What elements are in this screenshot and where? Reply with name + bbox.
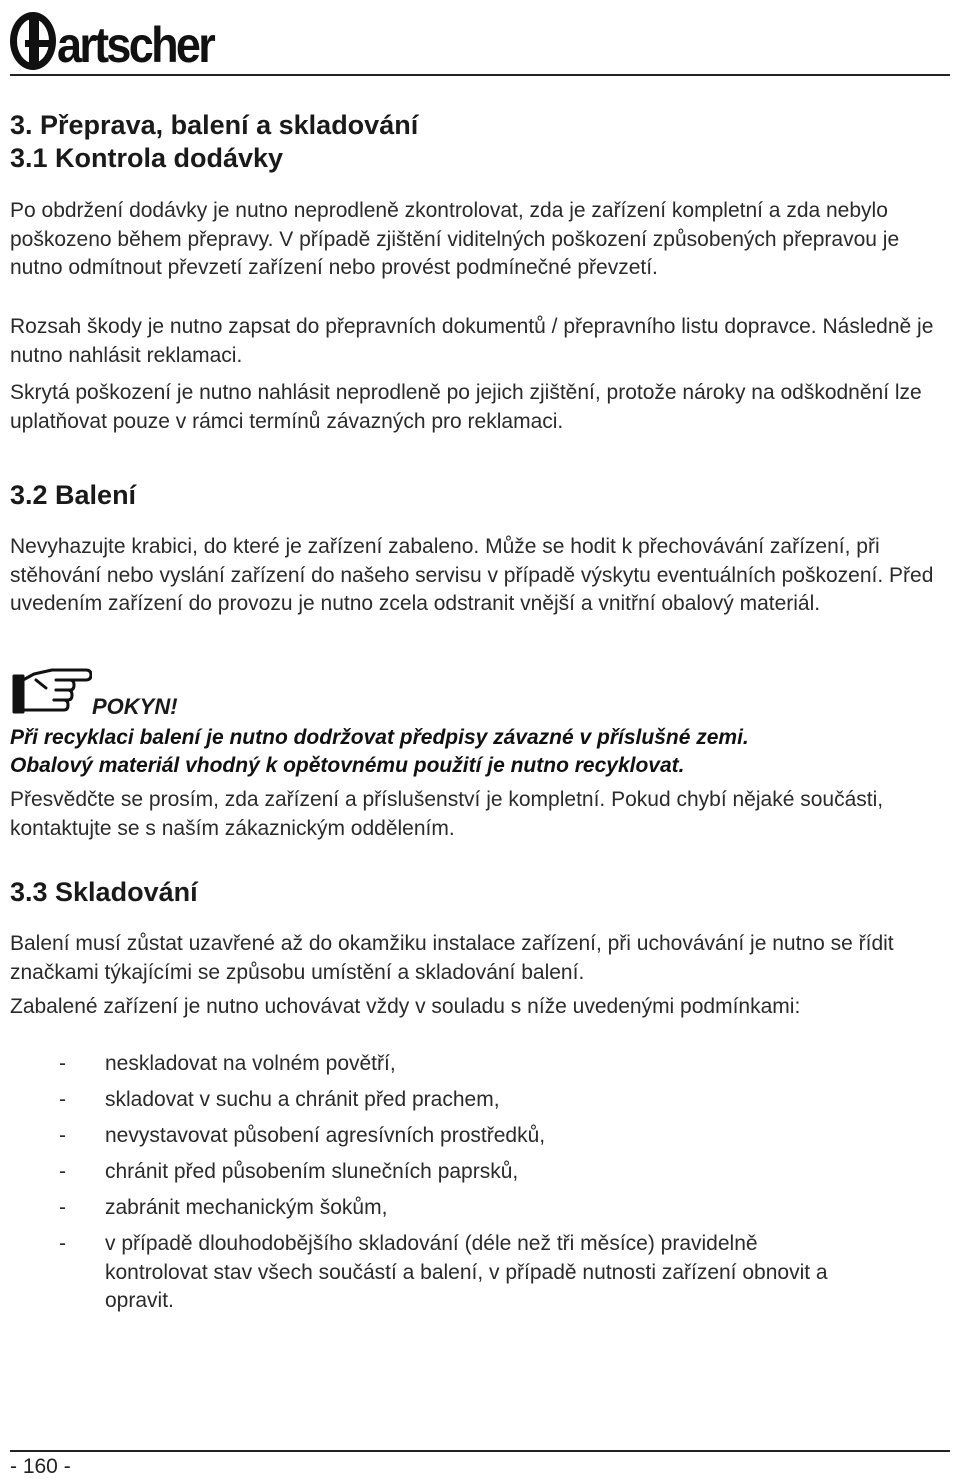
footer-rule: [10, 1450, 950, 1452]
header-rule: [10, 74, 950, 76]
s33-paragraph-1: Balení musí zůstat uzavřené až do okamžiku instalace zařízení, při uchovávání je nutno se řídit značkami týkajícími se způsobu umístění a skladování balení.: [10, 932, 894, 984]
s31-paragraph-3: Skrytá poškození je nutno nahlásit neprodleně po jejich zjištění, protože nároky na odškodnění lze uplatňovat pouze v rámci termínů závazných pro reklamaci.: [10, 381, 922, 433]
pointing-hand-icon: [12, 664, 92, 716]
list-dash: -: [59, 1052, 66, 1075]
list-dash: -: [59, 1088, 66, 1111]
notice-line-2: Obalový materiál vhodný k opětovnému použití je nutno recyklovat.: [10, 754, 685, 777]
logo-b-mark: [10, 12, 56, 70]
list-item: [0, 1086, 845, 1115]
list-dash: -: [59, 1124, 66, 1147]
list-dash: -: [59, 1232, 66, 1255]
s32-paragraph-1: Nevyhazujte krabici, do které je zařízení zabaleno. Může se hodit k přechovávání zařízení, při stěhování nebo vyslání zařízení do našeho servisu v případě výskytu eventuálních poškození. Před uvedením zařízení do provozu je nutno zcela odstranit vnější a vnitřní obalový materiál.: [10, 535, 934, 615]
list-dash: -: [59, 1160, 66, 1183]
list-item: [0, 1050, 845, 1079]
logo-text: artscher: [57, 17, 214, 73]
storage-conditions-list: [0, 1050, 960, 1323]
section-title: 3. Přeprava, balení a skladování: [10, 110, 419, 140]
notice-title: POKYN!: [92, 694, 178, 719]
list-item-text: zabránit mechanickým šokům,: [105, 1196, 388, 1219]
list-item: [0, 1230, 845, 1316]
s33-paragraph-2: Zabalené zařízení je nutno uchovávat vždy v souladu s níže uvedenými podmínkami:: [10, 995, 801, 1018]
s33-heading: 3.3 Skladování: [10, 877, 198, 907]
list-item: [0, 1194, 845, 1223]
list-dash: -: [59, 1196, 66, 1219]
list-item: [0, 1158, 845, 1187]
page-number: - 160 -: [10, 1455, 71, 1478]
s31-paragraph-1: Po obdržení dodávky je nutno neprodleně zkontrolovat, zda je zařízení kompletní a zda nebylo poškozeno během přepravy. V případě zjištění viditelných poškození způsobených přepravou je nutno odmítnout převzetí zařízení nebo provést podmínečné převzetí.: [10, 199, 900, 279]
list-item-text: skladovat v suchu a chránit před prachem,: [105, 1088, 500, 1111]
list-item-text: chránit před působením slunečních paprsků,: [105, 1160, 519, 1183]
list-item-text: neskladovat na volném povětří,: [105, 1052, 396, 1075]
list-item: [0, 1122, 845, 1151]
list-item-text: v případě dlouhodobějšího skladování (déle než tři měsíce) pravidelně kontrolovat stav všech součástí a balení, v případě nutnosti zařízení obnovit a opravit.: [105, 1232, 828, 1312]
s32-paragraph-2: Přesvědčte se prosím, zda zařízení a příslušenství je kompletní. Pokud chybí nějaké součásti, kontaktujte se s naším zákaznickým oddělením.: [10, 788, 884, 840]
list-item-text: nevystavovat působení agresívních prostředků,: [105, 1124, 546, 1147]
brand-logo: [10, 4, 230, 73]
s31-paragraph-2: Rozsah škody je nutno zapsat do přepravních dokumentů / přepravního listu dopravce. Následně je nutno nahlásit reklamaci.: [10, 315, 934, 367]
notice-line-1: Při recyklaci balení je nutno dodržovat předpisy závazné v příslušné zemi.: [10, 726, 749, 749]
s31-heading: 3.1 Kontrola dodávky: [10, 143, 284, 173]
s32-heading: 3.2 Balení: [10, 480, 137, 510]
